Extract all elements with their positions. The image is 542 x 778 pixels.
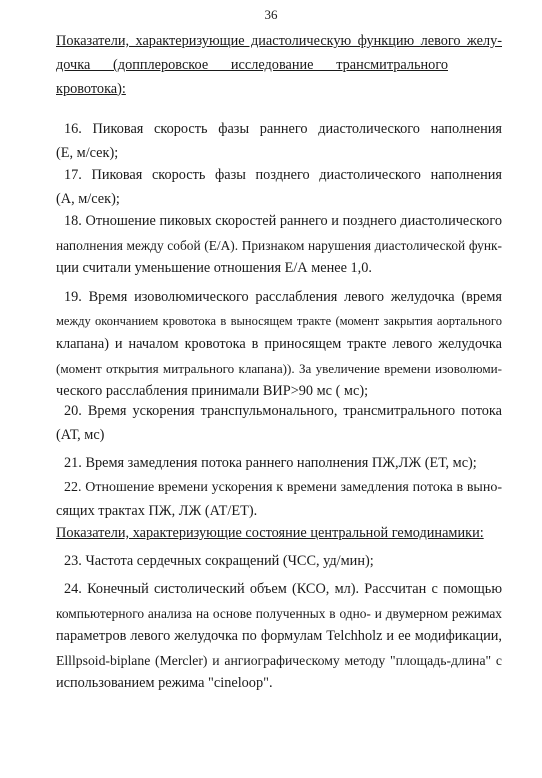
paragraph-line: между окончанием кровотока в выносящем тракте (момент закрытия аортального: [56, 313, 502, 328]
paragraph-line: 19. Время изоволюмического расслабления левого желудочка (время: [64, 289, 502, 305]
paragraph-line: наполнения между собой (Е/А). Признаком нарушения диастолической функ-: [56, 237, 502, 253]
paragraph-19: [56, 286, 502, 404]
paragraph-line: параметров левого желудочка по формулам Telchholz и ее модификации,: [56, 628, 502, 645]
paragraph-line: (АТ, мс): [56, 426, 105, 443]
paragraph-line: 18. Отношение пиковых скоростей раннего и позднего диастолического: [64, 213, 502, 229]
paragraph-line: 21. Время замедления потока раннего наполнения ПЖ,ЛЖ (ЕТ, мс);: [64, 455, 477, 471]
heading-line: Показатели, характеризующие состояние центральной гемодинамики:: [56, 525, 484, 541]
section-heading-diastolic-cont: [56, 54, 448, 101]
page-number: 36: [264, 7, 278, 22]
paragraph-line: ции считали уменьшение отношения Е/А менее 1,0.: [56, 260, 372, 277]
paragraph-21: [56, 452, 502, 476]
paragraph-line: (момент открытия митрального клапана)). За увеличение времени изоволюми-: [56, 360, 502, 376]
paragraph-line: (А, м/сек);: [56, 190, 120, 207]
paragraph-line: 17. Пиковая скорость фазы позднего диастолического наполнения: [64, 167, 502, 183]
heading-line: Показатели, характеризующие диастолическую функцию левого желу-: [56, 33, 502, 49]
paragraph-23: [56, 550, 502, 574]
paragraph-17: [56, 164, 502, 211]
paragraph-18: [56, 210, 502, 281]
paragraph-line: сящих трактах ПЖ, ЛЖ (АТ/ЕТ).: [56, 502, 258, 519]
paragraph-line: 20. Время ускорения транспульмонального, трансмитрального потока: [64, 403, 502, 419]
paragraph-line: Elllpsoid-biplane (Mercler) и ангиографическому методу "площадь-длина" с: [56, 652, 502, 668]
paragraph-20: [56, 400, 502, 447]
paragraph-line: (Е, м/сек);: [56, 144, 119, 161]
paragraph-22: [56, 476, 502, 523]
paragraph-line: компьютерного анализа на основе полученных в одно- и двумерном режимах: [56, 605, 502, 621]
paragraph-line: 24. Конечный систолический объем (КСО, мл). Рассчитан с помощью: [64, 581, 502, 597]
heading-line: дочка (допплеровское исследование трансмитрального кровотока):: [56, 57, 448, 97]
paragraph-line: 22. Отношение времени ускорения к времени замедления потока в выно-: [64, 480, 502, 495]
paragraph-line: использованием режима "cineloop".: [56, 675, 273, 692]
section-heading-hemodynamics: [56, 522, 486, 546]
paragraph-24: [56, 578, 502, 696]
paragraph-line: ческого расслабления принимали ВИР>90 мс ( мс);: [56, 383, 369, 400]
paragraph-16: [56, 118, 502, 165]
paragraph-line: 23. Частота сердечных сокращений (ЧСС, уд/мин);: [64, 553, 374, 569]
paragraph-line: 16. Пиковая скорость фазы раннего диастолического наполнения: [64, 121, 502, 137]
section-heading-diastolic: [56, 30, 502, 54]
paragraph-line: клапана) и началом кровотока в приносящем тракте левого желудочка: [56, 336, 502, 353]
